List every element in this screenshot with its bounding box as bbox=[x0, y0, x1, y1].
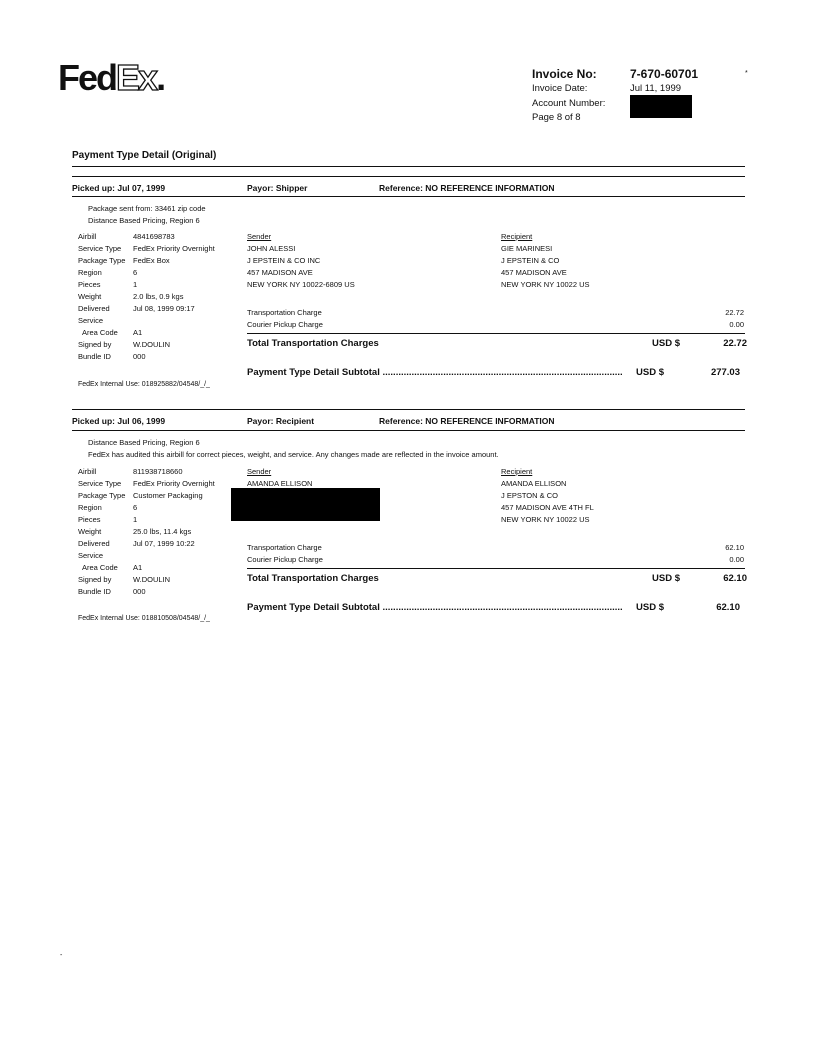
total-currency: USD $ bbox=[652, 573, 680, 584]
bundle-id-value: 000 bbox=[133, 587, 146, 596]
recipient-line: 457 MADISON AVE 4TH FL bbox=[501, 503, 594, 512]
section2-picked-up: Picked up: Jul 06, 1999 bbox=[72, 416, 166, 426]
sender-heading: Sender bbox=[247, 232, 272, 241]
sender-address-redaction bbox=[231, 488, 380, 521]
field-label: Delivered bbox=[78, 304, 110, 313]
subtotal-currency: USD $ bbox=[636, 602, 664, 613]
invoice-no-value: 7-670-60701 bbox=[630, 67, 699, 81]
field-label: Pieces bbox=[78, 280, 101, 289]
charges-rule bbox=[247, 333, 745, 334]
title-rule bbox=[72, 166, 745, 167]
recipient-heading: Recipient bbox=[501, 467, 533, 476]
field-label: Delivered bbox=[78, 539, 110, 548]
section1-picked-up: Picked up: Jul 07, 1999 bbox=[72, 183, 166, 193]
sender-heading: Sender bbox=[247, 467, 272, 476]
package-type-value: FedEx Box bbox=[133, 256, 170, 265]
total-currency: USD $ bbox=[652, 338, 680, 349]
courier-pickup-charge-label: Courier Pickup Charge bbox=[247, 320, 323, 329]
bundle-id-value: 000 bbox=[133, 352, 146, 361]
subtotal-currency: USD $ bbox=[636, 367, 664, 378]
field-label: Pieces bbox=[78, 515, 101, 524]
section2-note-2: FedEx has audited this airbill for correct pieces, weight, and service. Any changes made are reflected in the invoice amount. bbox=[88, 450, 499, 459]
area-code-value: A1 bbox=[133, 563, 143, 572]
recipient-line: NEW YORK NY 10022 US bbox=[501, 280, 590, 289]
field-label: Service bbox=[78, 551, 104, 560]
total-transportation-label: Total Transportation Charges bbox=[247, 573, 379, 584]
courier-pickup-charge-value: 0.00 bbox=[729, 555, 744, 564]
account-number-label: Account Number: bbox=[532, 98, 606, 109]
area-code-value: A1 bbox=[133, 328, 143, 337]
total-transportation-value: 62.10 bbox=[723, 573, 747, 584]
delivered-value: Jul 07, 1999 10:22 bbox=[133, 539, 195, 548]
region-value: 6 bbox=[133, 503, 138, 512]
invoice-date-value: Jul 11, 1999 bbox=[630, 83, 682, 94]
signed-by-value: W.DOULIN bbox=[133, 575, 171, 584]
section1-reference: Reference: NO REFERENCE INFORMATION bbox=[379, 183, 555, 193]
recipient-line: J EPSTEIN & CO bbox=[501, 256, 560, 265]
sender-line: J EPSTEIN & CO INC bbox=[247, 256, 321, 265]
section2-note-1: Distance Based Pricing, Region 6 bbox=[88, 438, 200, 447]
courier-pickup-charge-value: 0.00 bbox=[729, 320, 744, 329]
service-type-value: FedEx Priority Overnight bbox=[133, 244, 215, 253]
recipient-heading: Recipient bbox=[501, 232, 533, 241]
subtotal-label: Payment Type Detail Subtotal ........................................................................................... bbox=[247, 602, 623, 613]
account-number-redaction bbox=[630, 95, 692, 118]
subtotal-value: 62.10 bbox=[716, 602, 740, 613]
courier-pickup-charge-label: Courier Pickup Charge bbox=[247, 555, 323, 564]
field-label: Signed by bbox=[78, 575, 112, 584]
section2-payor: Payor: Recipient bbox=[247, 416, 315, 426]
field-label: Airbill bbox=[78, 467, 97, 476]
recipient-line: AMANDA ELLISON bbox=[501, 479, 567, 488]
transportation-charge-value: 62.10 bbox=[725, 543, 744, 552]
field-label: Area Code bbox=[82, 328, 118, 337]
page-title: Payment Type Detail (Original) bbox=[72, 150, 217, 161]
fedex-logo bbox=[58, 58, 164, 98]
page-number: Page 8 of 8 bbox=[532, 112, 581, 123]
sender-line: JOHN ALESSI bbox=[247, 244, 296, 253]
total-transportation-value: 22.72 bbox=[723, 338, 747, 349]
logo-dot: . bbox=[156, 57, 165, 98]
pieces-value: 1 bbox=[133, 280, 138, 289]
section2-reference: Reference: NO REFERENCE INFORMATION bbox=[379, 416, 555, 426]
field-label: Service bbox=[78, 316, 104, 325]
total-transportation-label: Total Transportation Charges bbox=[247, 338, 379, 349]
section1-note-1: Package sent from: 33461 zip code bbox=[88, 204, 206, 213]
charges-rule bbox=[247, 568, 745, 569]
field-label: Region bbox=[78, 268, 102, 277]
weight-value: 2.0 lbs, 0.9 kgs bbox=[133, 292, 184, 301]
sender-line: 457 MADISON AVE bbox=[247, 268, 313, 277]
subtotal-label: Payment Type Detail Subtotal ........................................................................................... bbox=[247, 367, 623, 378]
star-mark: * bbox=[745, 70, 748, 77]
section1-top-rule bbox=[72, 176, 745, 177]
invoice-no-label: Invoice No: bbox=[532, 67, 597, 81]
section1-payor: Payor: Shipper bbox=[247, 183, 308, 193]
field-label: Bundle ID bbox=[78, 352, 111, 361]
sender-line: AMANDA ELLISON bbox=[247, 479, 313, 488]
invoice-date-label: Invoice Date: bbox=[532, 83, 588, 94]
transportation-charge-label: Transportation Charge bbox=[247, 543, 322, 552]
logo-fed-text: Fed bbox=[58, 57, 117, 98]
transportation-charge-value: 22.72 bbox=[725, 308, 744, 317]
signed-by-value: W.DOULIN bbox=[133, 340, 171, 349]
field-label: Area Code bbox=[82, 563, 118, 572]
pieces-value: 1 bbox=[133, 515, 138, 524]
delivered-value: Jul 08, 1999 09:17 bbox=[133, 304, 195, 313]
footer-mark: - bbox=[60, 952, 63, 959]
field-label: Service Type bbox=[78, 479, 122, 488]
section1-header-rule bbox=[72, 196, 745, 197]
field-label: Package Type bbox=[78, 256, 126, 265]
airbill-value: 4841698783 bbox=[133, 232, 175, 241]
field-label: Signed by bbox=[78, 340, 112, 349]
field-label: Region bbox=[78, 503, 102, 512]
recipient-line: 457 MADISON AVE bbox=[501, 268, 567, 277]
service-type-value: FedEx Priority Overnight bbox=[133, 479, 215, 488]
section2-header-rule bbox=[72, 430, 745, 431]
recipient-line: J EPSTON & CO bbox=[501, 491, 558, 500]
internal-use: FedEx Internal Use: 018925882/04548/_/_ bbox=[78, 381, 210, 388]
subtotal-value: 277.03 bbox=[710, 367, 740, 378]
recipient-line: GIE MARINESI bbox=[501, 244, 553, 253]
section2-top-rule bbox=[72, 409, 745, 410]
airbill-value: 811938718660 bbox=[133, 467, 183, 476]
field-label: Weight bbox=[78, 292, 102, 301]
transportation-charge-label: Transportation Charge bbox=[247, 308, 322, 317]
package-type-value: Customer Packaging bbox=[133, 491, 203, 500]
sender-line: NEW YORK NY 10022-6809 US bbox=[247, 280, 355, 289]
field-label: Airbill bbox=[78, 232, 97, 241]
field-label: Bundle ID bbox=[78, 587, 111, 596]
recipient-line: NEW YORK NY 10022 US bbox=[501, 515, 590, 524]
field-label: Service Type bbox=[78, 244, 122, 253]
section1-note-2: Distance Based Pricing, Region 6 bbox=[88, 216, 200, 225]
field-label: Weight bbox=[78, 527, 102, 536]
logo-ex-text: Ex bbox=[116, 57, 157, 98]
weight-value: 25.0 lbs, 11.4 kgs bbox=[133, 527, 192, 536]
field-label: Package Type bbox=[78, 491, 126, 500]
internal-use: FedEx Internal Use: 018810508/04548/_/_ bbox=[78, 615, 210, 622]
region-value: 6 bbox=[133, 268, 138, 277]
